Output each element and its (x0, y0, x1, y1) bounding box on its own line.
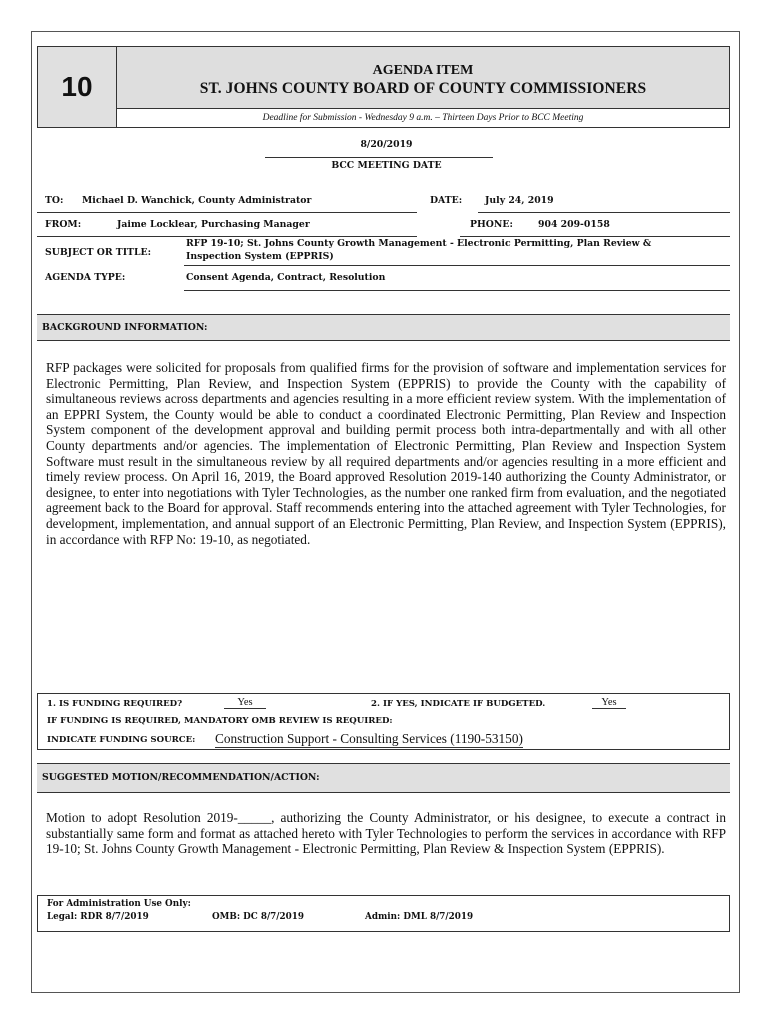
admin-use-box (37, 895, 730, 932)
agenda-item-label: AGENDA ITEM (372, 63, 474, 78)
phone-value: 904 209-0158 (538, 219, 610, 230)
divider (460, 236, 730, 237)
omb-approval: OMB: DC 8/7/2019 (212, 912, 304, 922)
bcc-meeting-date-label: BCC MEETING DATE (331, 160, 442, 171)
agenda-type-value: Consent Agenda, Contract, Resolution (186, 272, 386, 283)
budgeted-answer: Yes (592, 697, 626, 709)
board-name: ST. JOHNS COUNTY BOARD OF COUNTY COMMISSIONERS (199, 80, 647, 97)
divider (478, 212, 730, 213)
subject-label: SUBJECT OR TITLE: (45, 247, 152, 258)
funding-required-answer: Yes (224, 697, 266, 709)
budgeted-question: 2. IF YES, INDICATE IF BUDGETED. (371, 699, 546, 709)
to-value: Michael D. Wanchick, County Administrator (82, 195, 312, 206)
subject-line-1: RFP 19-10; St. Johns County Growth Management - Electronic Permitting, Plan Review & (186, 238, 652, 249)
divider (184, 265, 730, 266)
background-heading: BACKGROUND INFORMATION: (37, 314, 730, 341)
date-value: July 24, 2019 (485, 195, 554, 206)
subject-line-2: Inspection System (EPPRIS) (186, 251, 334, 262)
agenda-header (37, 46, 730, 128)
from-value: Jaime Locklear, Purchasing Manager (117, 219, 310, 230)
admin-approval: Admin: DML 8/7/2019 (365, 912, 474, 922)
agenda-item-number: 10 (38, 47, 117, 127)
funding-source-value: Construction Support - Consulting Services (1190-53150) (215, 731, 523, 746)
divider (37, 236, 417, 237)
motion-text: Motion to adopt Resolution 2019-_____, authorizing the County Administrator, or his designee, to execute a contract in substantially same form and format as attached hereto with Tyler Technologies to perform the services in accordance with RFP 19-10; St. Johns County Growth Management - Electronic Permitting, Plan Review & Inspection System (EPPRIS). (46, 810, 726, 857)
funding-required-question: 1. IS FUNDING REQUIRED? (47, 699, 183, 709)
divider (184, 290, 730, 291)
submission-deadline: Deadline for Submission - Wednesday 9 a.m. – Thirteen Days Prior to BCC Meeting (262, 113, 584, 123)
omb-review-note: IF FUNDING IS REQUIRED, MANDATORY OMB REVIEW IS REQUIRED: (47, 716, 393, 726)
funding-box (37, 693, 730, 750)
agenda-type-label: AGENDA TYPE: (45, 272, 126, 283)
motion-heading: SUGGESTED MOTION/RECOMMENDATION/ACTION: (37, 763, 730, 793)
agenda-title-block (117, 47, 729, 109)
phone-label: PHONE: (470, 219, 513, 230)
from-label: FROM: (45, 219, 82, 230)
funding-source-label: INDICATE FUNDING SOURCE: (47, 735, 196, 745)
legal-approval: Legal: RDR 8/7/2019 (47, 912, 149, 922)
agenda-form-page (31, 31, 740, 993)
bcc-meeting-date: 8/20/2019 (360, 139, 413, 150)
background-text: RFP packages were solicited for proposals from qualified firms for the provision of software and implementation services for Electronic Permitting, Plan Review, and Inspection System (EPPRIS) to provide the County with the capability of simultaneous reviews across departments and agencies resulting in a more efficient review system. With the implementation of an EPPRI System, the County would be able to conduct a coordinated Electronic Permitting, Plan Review and Inspection System component of the development approval and building permit process both intra-departmentally and with all other County departments and/or agencies. The implementation of Electronic Permitting, Plan Review and Inspection System Software must result in the simultaneous review by all required departments and/or agencies resulting in a more efficient and timely review process. On April 16, 2019, the Board approved Resolution 2019-140 authorizing the County Administrator, or designee, to enter into negotiations with Tyler Technologies, as the number one ranked firm from evaluation, and the negotiated agreement back to the Board for approval. Staff recommends entering into the attached agreement with Tyler Technologies, for development, implementation, and annual support of an Electronic Permitting, Plan Review, and Inspection System (EPPRIS), in accordance with RFP No: 19-10, as negotiated. (46, 360, 726, 547)
date-label: DATE: (430, 195, 463, 206)
to-label: TO: (45, 195, 64, 206)
admin-use-heading: For Administration Use Only: (47, 899, 191, 909)
divider (37, 212, 417, 213)
divider (265, 157, 493, 158)
